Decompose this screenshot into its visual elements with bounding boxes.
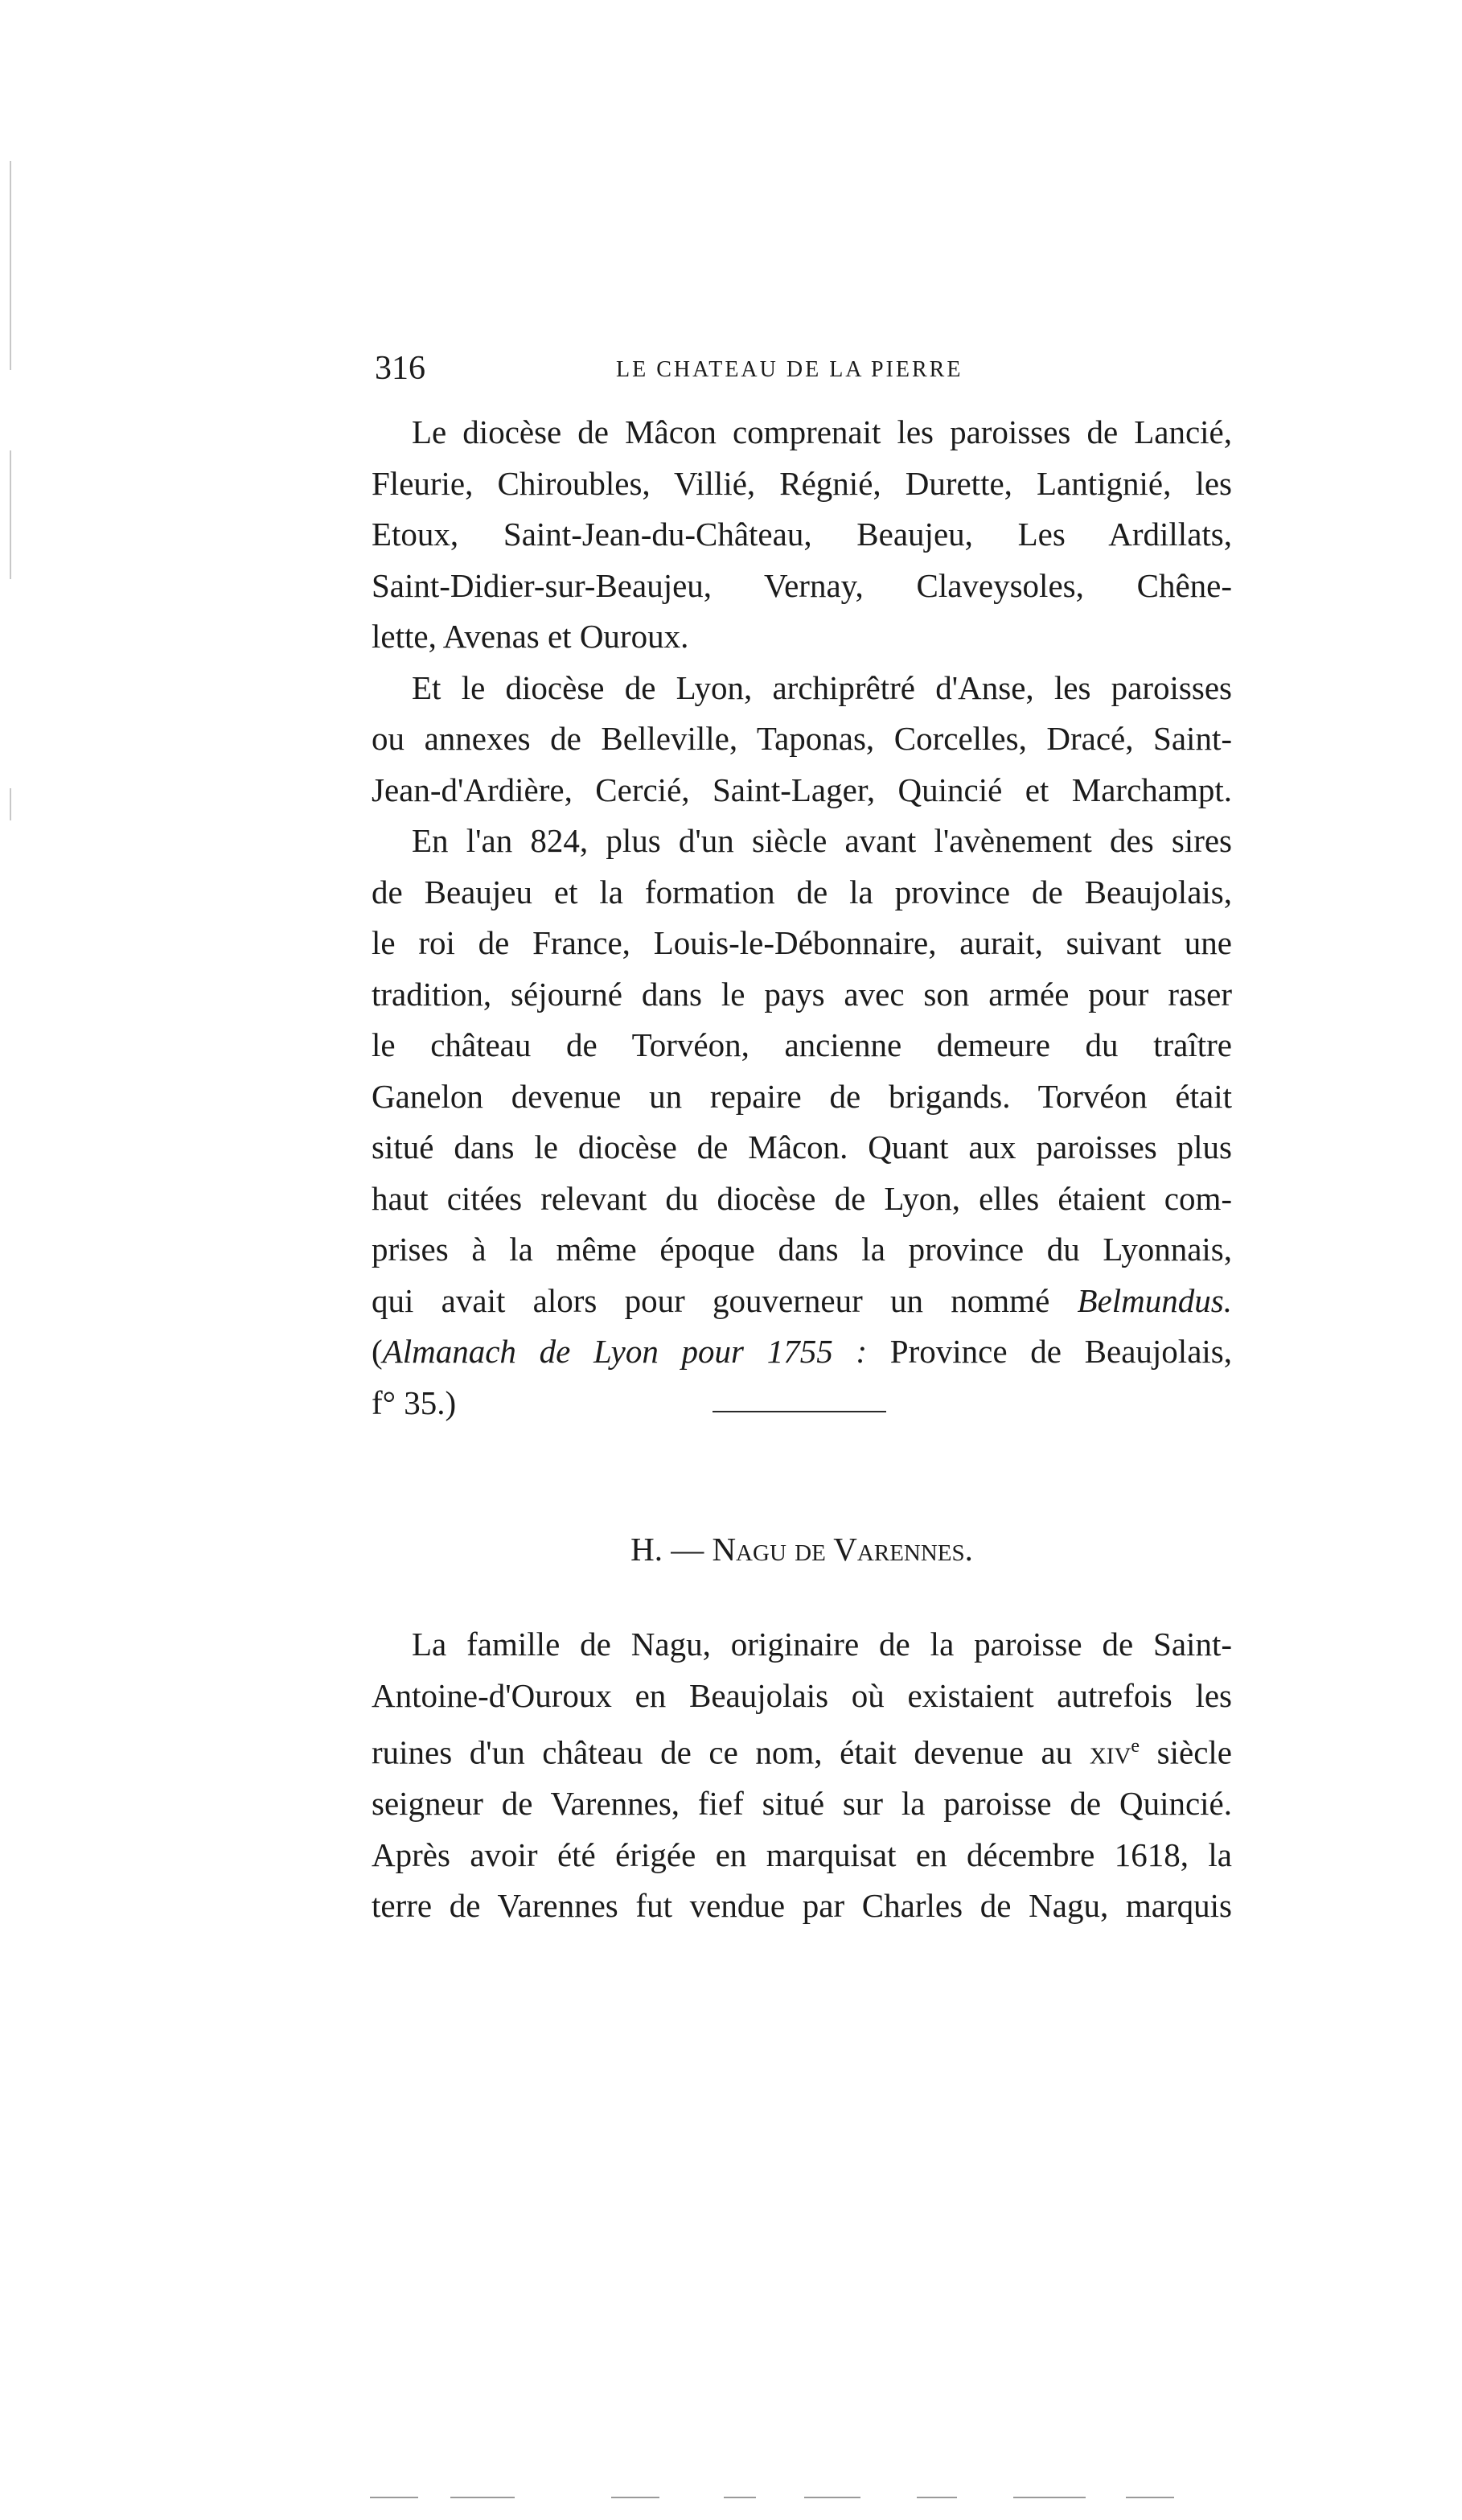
text-line: le château de Torvéon, ancienne demeure du traître: [372, 1026, 1232, 1063]
text-line: haut citées relevant du diocèse de Lyon, elles étaient com-: [372, 1179, 1232, 1217]
section-divider: [713, 1411, 886, 1412]
scan-bottom-marks: [354, 2497, 1238, 2500]
citation-open: (: [372, 1333, 383, 1370]
text-line: de Beaujeu et la formation de la province de Beaujolais,: [372, 873, 1232, 911]
century-suffix: e: [1131, 1736, 1140, 1757]
text-line: le roi de France, Louis-le-Débonnaire, aurait, suivant une: [372, 924, 1232, 961]
page-number: 316: [375, 350, 425, 387]
text-line: [372, 1326, 1232, 1378]
text-line: [372, 1276, 1232, 1327]
century-numeral: xiv: [1089, 1733, 1131, 1771]
body-text-lower: [372, 1619, 1232, 1932]
section-heading: [372, 1525, 1232, 1573]
scan-edge-mark: [10, 788, 11, 820]
text-line: seigneur de Varennes, fief situé sur la paroisse de Quincié.: [372, 1785, 1232, 1823]
text-line: La famille de Nagu, originaire de la paroisse de Saint-: [412, 1626, 1232, 1663]
text-run: ruines d'un château de ce nom, était devenue au: [372, 1733, 1073, 1771]
italic-name: Belmundus.: [1077, 1281, 1232, 1319]
scan-edge-mark: [10, 450, 11, 579]
text-line: Le diocèse de Mâcon comprenait les paroisses de Lancié,: [412, 413, 1232, 450]
text-line: Fleurie, Chiroubles, Villié, Régnié, Durette, Lantignié, les: [372, 464, 1232, 502]
text-line: terre de Varennes fut vendue par Charles de Nagu, marquis: [372, 1887, 1232, 1925]
running-title: LE CHATEAU DE LA PIERRE: [616, 357, 963, 382]
text-line: lette, Avenas et Ouroux.: [372, 618, 689, 655]
text-line: situé dans le diocèse de Mâcon. Quant aux paroisses plus: [372, 1128, 1232, 1165]
text-line: Antoine-d'Ouroux en Beaujolais où existaient autrefois les: [372, 1676, 1232, 1714]
section-number: H. —: [630, 1531, 704, 1568]
text-line: En l'an 824, plus d'un siècle avant l'avènement des sires: [412, 822, 1232, 859]
text-line: Jean-d'Ardière, Cercié, Saint-Lager, Quincié et Marchampt.: [372, 771, 1232, 808]
text-line: Après avoir été érigée en marquisat en décembre 1618, la: [372, 1836, 1232, 1873]
text-line: Etoux, Saint-Jean-du-Château, Beaujeu, Les Ardillats,: [372, 516, 1232, 553]
citation-italic: Almanach de Lyon pour 1755 :: [382, 1333, 868, 1370]
text-line: f° 35.): [372, 1383, 457, 1421]
text-line: prises à la même époque dans la province du Lyonnais,: [372, 1231, 1232, 1268]
text-line: tradition, séjourné dans le pays avec son armée pour raser: [372, 975, 1232, 1013]
text-line: ou annexes de Belleville, Taponas, Corcelles, Dracé, Saint-: [372, 720, 1232, 757]
running-head: [375, 346, 1229, 391]
paragraph: [372, 1619, 1232, 1932]
text-run: Province de Beaujolais,: [889, 1333, 1232, 1370]
paragraph: [372, 816, 1232, 1429]
body-text-upper: [372, 407, 1232, 1429]
text-line: Saint-Didier-sur-Beaujeu, Vernay, Claveysoles, Chêne-: [372, 566, 1232, 604]
paragraph: [372, 663, 1232, 816]
text-line: [372, 1721, 1232, 1778]
text-line: Et le diocèse de Lyon, archiprêtré d'Anse, les paroisses: [412, 668, 1232, 706]
paragraph: [372, 407, 1232, 663]
text-line: Ganelon devenue un repaire de brigands. Torvéon était: [372, 1077, 1232, 1115]
text-run: siècle: [1156, 1733, 1232, 1771]
text-run: qui avait alors pour gouverneur un nommé: [372, 1281, 1050, 1319]
scan-edge-mark: [10, 161, 11, 370]
section-title: Nagu de Varennes.: [712, 1531, 973, 1568]
